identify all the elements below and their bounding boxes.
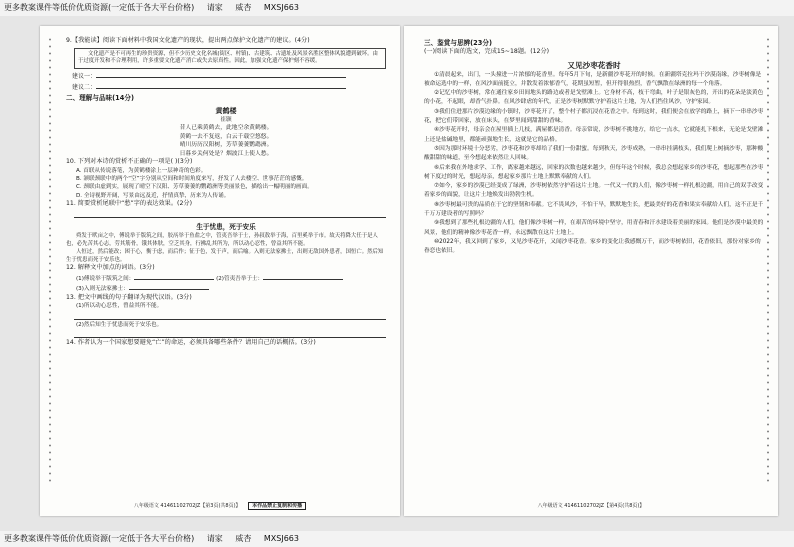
q10-stem: 10. 下列对本诗的赏析不正确的一项是( )(3分) [66, 158, 193, 165]
article-title: 生于忧患，死于安乐 [196, 222, 256, 231]
poem-line: 黄鹤一去不复返，白云千载空悠悠。 [179, 133, 273, 140]
exam-page-right [404, 26, 778, 516]
q13-answer-line[interactable] [74, 329, 386, 338]
binding-dots [766, 36, 770, 486]
q10-option-a[interactable]: A. 首联从传说落笔，为黄鹤楼涂上一层神奇的色彩。 [76, 167, 207, 174]
q9-material-box [74, 48, 386, 70]
article-para: 舜发于畎亩之中，傅说举于版筑之间，胶鬲举于鱼盐之中，管夷吾举于士，孙叔敖举于海，百里奚举于市。故天将降大任于是人也，必先苦其心志，劳其筋骨，饿其体肤，空乏其身，行拂乱其所为，所以动心忍性，曾益其所不能。 [66, 232, 378, 247]
q11-answer-line[interactable] [74, 209, 386, 218]
exam-page-left [40, 26, 400, 516]
reading-para: ②记忆中的沙枣树，常在通往家乡田间地头的路边或者是戈壁滩上。它身材不高，枝干弯曲，叶子是银灰色的，开出的花朵是淡黄色的小花，不起眼，却香气扑鼻。在风沙肆虐的年代，正是沙枣树默默守护着这片土地，为人们挡住风沙，守护家园。 [424, 90, 764, 106]
article-para: 人恒过，然后能改；困于心，衡于虑，而后作；征于色，发于声，而后喻。入则无法家拂士，出则无敌国外患者，国恒亡。然后知生于忧患而死于安乐也。 [66, 249, 384, 264]
section-2-heading: 二、理解与品味(14分) [66, 94, 134, 103]
banner-text: 更多教案课件等低价优质资源(一定低于各大平台价格) [4, 3, 195, 12]
copyright-stamp: 本作品禁止复制和传播 [248, 502, 306, 510]
banner-text: 更多教案课件等低价优质资源(一定低于各大平台价格) [4, 534, 195, 543]
q10-option-c[interactable]: C. 颈联由虚到实，展现了晴空下汉阳、芳草萋萋的鹦鹉洲等美丽景色，描绘出一幅明丽的画面。 [76, 184, 313, 191]
banner-contact: 请家 [206, 534, 223, 543]
reading-para: ⑨我想到了那些扎根边疆的人们，他们像沙枣树一样，在艰苦的环境中坚守，用青春和汗水建设着美丽的家园。他们是沙漠中最美的风景，他们的精神像沙枣花香一样，永远飘散在这片土地上。 [424, 220, 764, 236]
reading-para: ①清晨起来，出门，一头撞进一片浓郁的花香里。每年5月下旬，是新疆沙枣花开的时候。在新疆塔克拉玛干沙漠南缘，沙枣树像是被命运选中的一样，在风沙面前挺立，并散发着浓郁香气，花期虽短暂，但开得很热烈，香气飘散在绿洲的每一个角落。 [424, 71, 762, 87]
q12-item[interactable]: (3)入则无法家拂士： [76, 283, 386, 293]
banner-contact: 请家 [206, 3, 223, 12]
reading-para: ④沙枣花开时，母亲会在屋里插上几枝，满屋都是清香。母亲常说，沙枣树不挑地方，给它一点水，它就能扎下根来，无论是戈壁滩上还是盐碱地里，都能顽强地生长，这就是它的品格。 [424, 127, 764, 143]
reading-instruction: (一)阅读下面的选文，完成15~18题。(12分) [424, 48, 550, 55]
bottom-watermark-banner [0, 531, 794, 547]
q10-option-d[interactable]: D. 全诗视野开阔，写景由远及近，抒情真挚，历来为人传诵。 [76, 192, 230, 199]
top-watermark-banner [0, 0, 794, 16]
q12-stem: 12. 解释文中加点的词语。(3分) [66, 264, 155, 272]
q13-stem: 13. 把文中画线的句子翻译为现代汉语。(3分) [66, 293, 192, 301]
reading-para: ⑤因为那时环境十分恶劣，沙枣花和沙枣却给了我们一份甜蜜。每到秋天，沙枣成熟，一串串挂满枝头，我们爬上树摘沙枣，那种酸酸甜甜的味道，至今想起来依然让人回味。 [424, 145, 764, 162]
q9-stem: 9.【我能读】阅读下面材料中我国文化遗产的现状，提出两点保护文化遗产的建议。(4分) [66, 37, 310, 44]
q13-item: (2)然后知生于忧患而死于安乐也。 [76, 321, 163, 328]
banner-wechat: MXSJ663 [263, 3, 299, 12]
binding-dots [48, 36, 52, 486]
q12-item[interactable]: (1)傅说举于版筑之间： (2)管夷吾举于士： [76, 273, 386, 283]
reading-para: ⑩2022年，我又回到了家乡，又见沙枣花开，又闻沙枣花香。家乡的变化让我感慨万千，而沙枣树依旧，花香依旧，那份对家乡的眷恋也依旧。 [424, 238, 761, 255]
reading-para: ③我们住进那片沙漠边缘的小镇时，沙枣花开了，整个村子都沉浸在花香之中。每到这时，我们便会在放学的路上，摘下一串串沙枣花，把它们带回家，放在床头，在梦里闻到甜甜的香味。 [424, 108, 764, 125]
q9-material: 文化遗产是不可再生的珍贵资源，但不少历史文化名城(街区、村镇)、古建筑、古遗址及风景名胜区整体风貌遭到破坏。由于过度开发和不合理利用，许多重要文化遗产消亡或失去原真性。因此，加强文化遗产保护刻不容缓。 [78, 50, 378, 65]
page-footer-left: 八年级语文 41461102702JZ【第3页(共8页)】 本作品禁止复制和传播 [40, 502, 400, 510]
banner-brand: 威杏 [235, 3, 252, 12]
poem-title: 黄鹤楼 [215, 107, 237, 116]
section-3-heading: 三、鉴赏与思辨(23分) [424, 39, 492, 47]
q9-answer-2[interactable]: 建议二： [72, 82, 386, 93]
q10-option-b[interactable]: B. 颔联颈联中的两个“空”字分别从空间和时间角度来写，抒发了人去楼空、世事茫茫的感慨。 [76, 176, 308, 182]
q11-stem: 11. 简要赏析尾联中“愁”字的表达效果。(2分) [66, 200, 192, 208]
poem-line: 日暮乡关何处是？烟波江上使人愁。 [179, 150, 273, 157]
q13-item: (1)所以动心忍性，曾益其所不能。 [76, 303, 163, 310]
q13-answer-line[interactable] [74, 311, 386, 320]
reading-para: ⑦如今，家乡的沙漠已经变成了绿洲，沙枣树依然守护着这片土地。一代又一代的人们，像沙枣树一样扎根边疆，用自己的双手改变着家乡的面貌，让这片土地焕发出勃勃生机。 [424, 183, 764, 199]
q9-answer-1[interactable]: 建议一： [72, 71, 386, 82]
poem-line: 晴川历历汉阳树，芳草萋萋鹦鹉洲。 [179, 142, 273, 149]
poem-line: 昔人已乘黄鹤去，此地空余黄鹤楼。 [179, 125, 273, 132]
reading-para: ⑥后来我在外地求学、工作，离家越来越远，回家的次数也越来越少，但每年这个时候，我总会想起家乡的沙枣花，想起那些在沙枣树下度过的时光，想起母亲，想起家乡那片土地上默默奉献的人们。 [424, 164, 764, 180]
poem-author: 崔颢 [220, 117, 232, 124]
q14-stem: 14. 作者认为一个国家想要避免“亡”的命运，必须具备哪些条件？请用自己的话概括。(3分) [66, 339, 316, 346]
page-footer-right: 八年级语文 41461102702JZ【第4页(共8页)】 [537, 503, 645, 509]
banner-brand: 威杏 [235, 534, 252, 543]
reading-title: 又见沙枣花香时 [567, 60, 621, 70]
banner-wechat: MXSJ663 [263, 534, 299, 543]
reading-para: ⑧沙枣树最可贵的品质在于它的坚韧和奉献。它不畏风沙，不怕干旱，默默地生长，把最美好的花香和果实奉献给人们，这不正是千千万万建设者的写照吗？ [424, 201, 764, 218]
